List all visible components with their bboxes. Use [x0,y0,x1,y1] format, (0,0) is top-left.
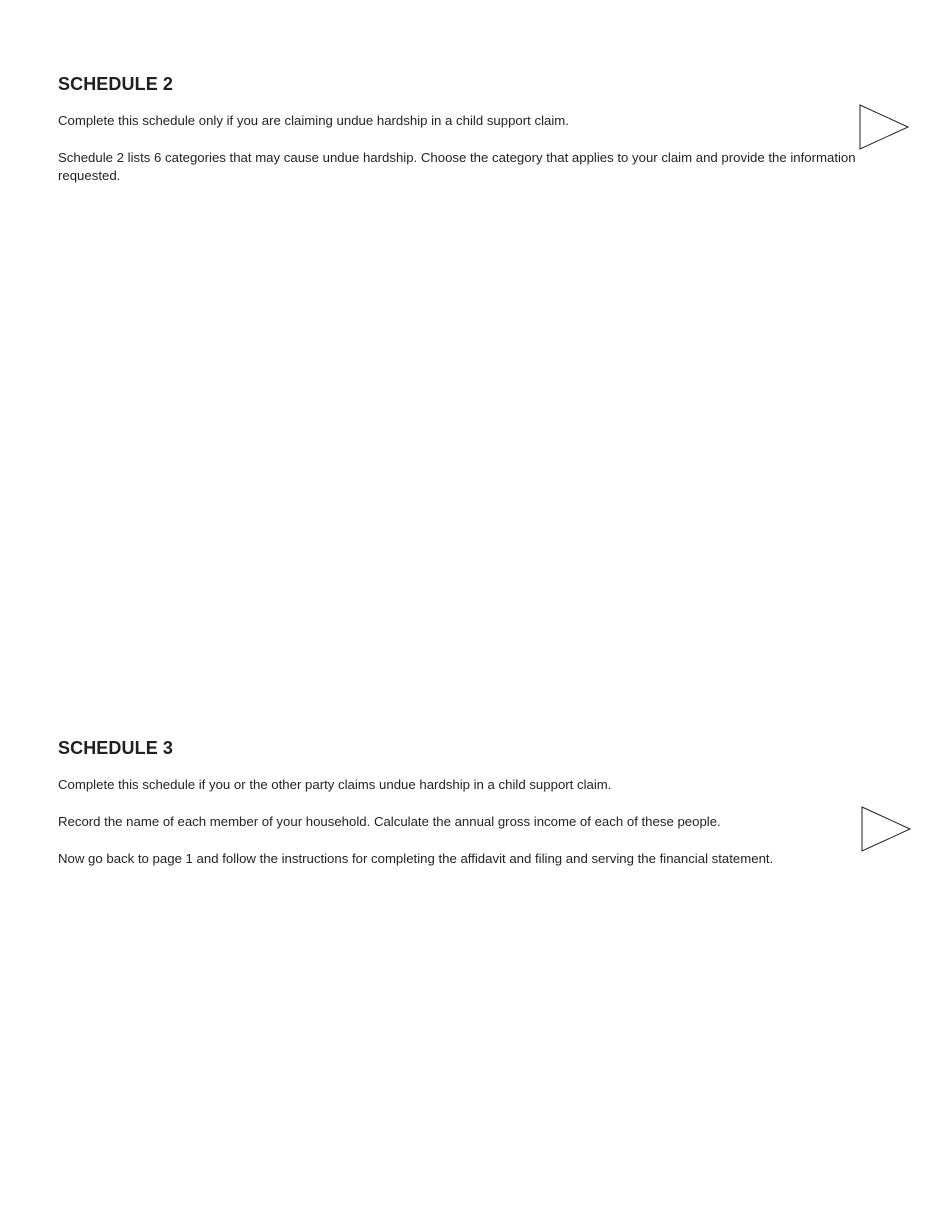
schedule-2-instructions: Schedule 2 lists 6 categories that may cause undue hardship. Choose the category that applies to your claim and provide the information requested. [58,150,856,183]
schedule-3-household-instructions: Record the name of each member of your household. Calculate the annual gross income of each of these people. [58,814,721,829]
next-arrow-icon [860,806,912,852]
schedule-2-intro: Complete this schedule only if you are claiming undue hardship in a child support claim. [58,113,569,128]
schedule-2-heading: SCHEDULE 2 [58,74,174,94]
schedule-3-section [58,738,918,887]
schedule-3-heading: SCHEDULE 3 [58,738,174,758]
schedule-3-return-instructions: Now go back to page 1 and follow the instructions for completing the affidavit and filing and serving the financial statement. [58,851,774,866]
schedule-2-section [58,74,918,204]
schedule-3-intro: Complete this schedule if you or the other party claims undue hardship in a child support claim. [58,777,612,792]
next-arrow-icon [858,104,910,150]
